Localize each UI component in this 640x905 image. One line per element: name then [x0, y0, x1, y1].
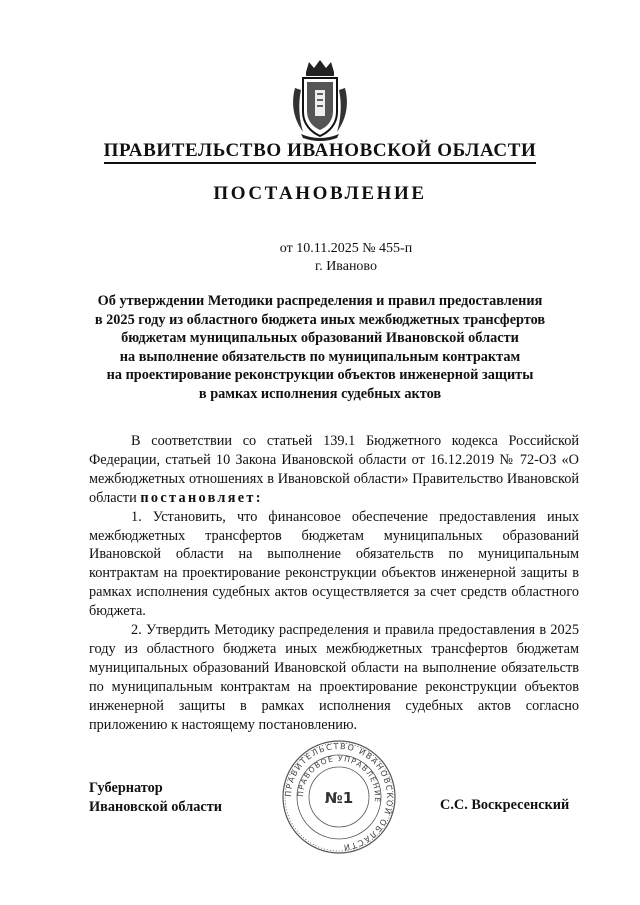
date-number: от 10.11.2025 № 455-п: [279, 241, 413, 256]
position-line: Губернатор: [89, 780, 163, 796]
title-line: на выполнение обязательств по муниципальным контрактам: [119, 348, 521, 365]
preamble-text: В соответствии со статьей 139.1 Бюджетного кодекса Российской Федерации, статьей 10 Закона Ивановской области от 16.12.2019 № 72-ОЗ «О межбюджетных отношениях в Ивановской области» Правительство Ивановской области: [89, 433, 579, 506]
document-title: [80, 292, 560, 404]
title-line: бюджетам муниципальных образований Ивановской области: [121, 330, 519, 347]
title-line: в 2025 году из областного бюджета иных межбюджетных трансфертов: [94, 311, 546, 328]
document-type: ПОСТАНОВЛЕНИЕ: [213, 183, 427, 204]
clause-2: 2. Утвердить Методику распределения и правила предоставления в 2025 году из областного бюджета иных межбюджетных трансфертов бюджетам муниципальных образований Ивановской области на выполнение обязательств по муниципальным контрактам на проектирование реконструкции объектов инженерной защиты в рамках исполнения судебных актов согласно приложению к настоящему постановлению.: [89, 622, 579, 733]
official-seal: [281, 739, 397, 855]
signatory-name: С.С. Воскресенский: [440, 797, 570, 813]
document-body: [89, 432, 579, 735]
coat-of-arms-icon: [289, 58, 351, 142]
resolves-word: постановляет:: [140, 489, 263, 506]
title-line: на проектирование реконструкции объектов инженерной защиты: [106, 367, 534, 384]
title-line: Об утверждении Методики распределения и правил предоставления: [97, 293, 543, 309]
signatory-position: [89, 779, 222, 816]
seal-outer-text: ПРАВИТЕЛЬСТВО ИВАНОВСКОЙ ОБЛАСТИ: [283, 741, 395, 852]
seal-number: №1: [324, 789, 354, 807]
seal-inner-text: ПРАВОВОЕ УПРАВЛЕНИЕ: [295, 753, 383, 804]
title-line: в рамках исполнения судебных актов: [198, 385, 442, 402]
preamble-paragraph: [89, 432, 579, 508]
city: г. Иваново: [315, 259, 377, 274]
clause-1: 1. Установить, что финансовое обеспечение предоставления иных межбюджетных трансфертов бюджетам муниципальных образований Ивановской области на выполнение обязательств по муниципальным контрактам на проектирование реконструкции объектов инженерной защиты в рамках исполнения судебных актов осуществляется за счет средств областного бюджета.: [89, 508, 579, 620]
position-line: Ивановской области: [89, 798, 222, 815]
organization-heading: ПРАВИТЕЛЬСТВО ИВАНОВСКОЙ ОБЛАСТИ: [0, 140, 640, 162]
document-meta: [0, 240, 640, 276]
